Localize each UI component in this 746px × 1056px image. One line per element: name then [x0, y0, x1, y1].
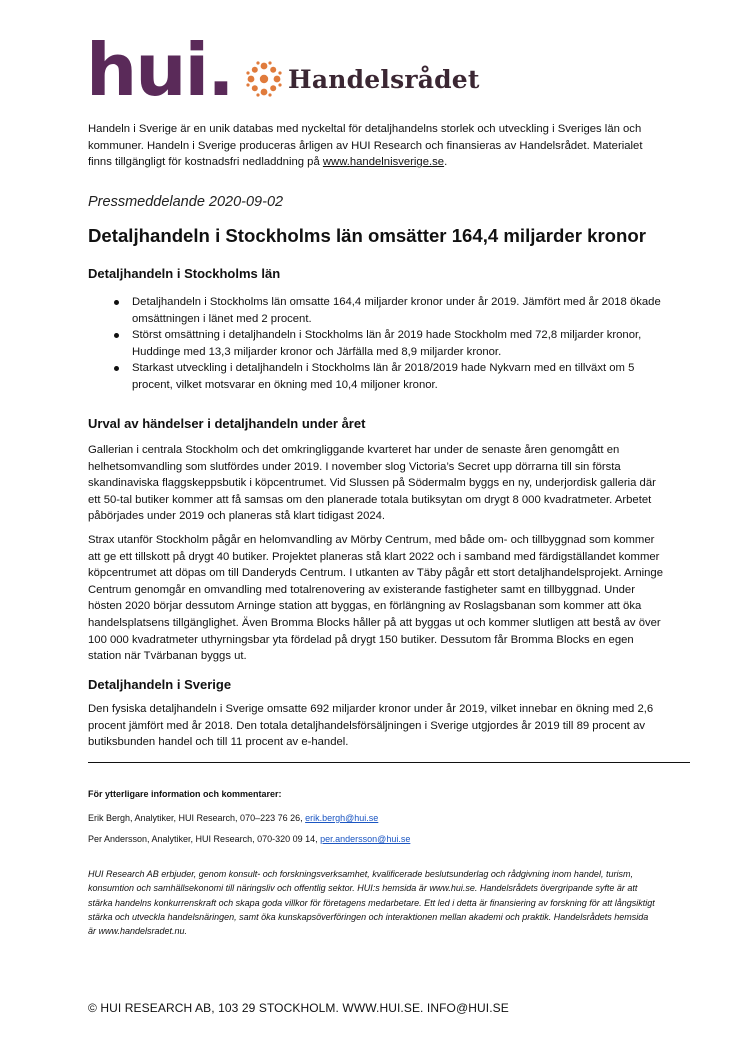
contact-erik-text: Erik Bergh, Analytiker, HUI Research, 070–223 76 26,: [88, 813, 306, 823]
hui-logo: hui.: [86, 28, 233, 112]
disclaimer-text: HUI Research AB erbjuder, genom konsult- och forskningsverksamhet, kvalificerade beslutsunderlag och rådgivning inom handel, turism, konsumtion och samhällsekonomi till näringsliv och offentlig sektor. HUI:s hemsida är www.hui.se. Handelsrådets övergripande syfte är att stärka handelns konkurrenskraft och skapa goda villkor för företagens medarbetare. Ett led i detta är finansiering av forskning för att långsiktigt stärka och utveckla handelsnäringen, samt öka kunskapsöverföringen och interaktionen mellan akademi och praktik. Handelsrådets hemsida är www.handelsradet.nu.: [88, 869, 655, 937]
handelsradet-wordmark: Handelsrådet: [288, 64, 480, 94]
erik-email-link[interactable]: erik.bergh@hui.se: [305, 813, 379, 823]
sverige-paragraph: Den fysiska detaljhandeln i Sverige omsatte 692 miljarder kronor under år 2019, vilket innebar en ökning med 2,6 procent jämfört med år 2018. Den totala detaljhandelsförsäljningen i Sverige utgjordes år 2019 till 89 procent av butiksbunden handel och till 11 procent av e-handel.: [88, 703, 654, 749]
section-heading-events: Urval av händelser i detaljhandeln under året: [88, 416, 366, 431]
bullet-text: Detaljhandeln i Stockholms län omsatte 164,4 miljarder kronor under år 2019. Jämfört med år 2018 ökade omsättningen i länet med 2 procent.: [132, 296, 661, 325]
section-heading-stockholm: Detaljhandeln i Stockholms län: [88, 266, 281, 281]
intro-text: Handeln i Sverige är en unik databas med nyckeltal för detaljhandelns storlek och utveckling i Sveriges län och kommuner. Handeln i Sverige produceras årligen av HUI Research och finansieras av Handelsrådet. Materialet finns tillgängligt för kostnadsfri nedladdning på: [88, 123, 643, 169]
contacts-heading: För ytterligare information och kommentarer:: [88, 789, 282, 799]
bullet-text: Störst omsättning i detaljhandeln i Stockholms län år 2019 hade Stockholm med 72,8 miljarder kronor, Huddinge med 13,3 miljarder kronor och Järfälla med 8,9 miljarder kronor.: [132, 329, 642, 358]
bullet-text: Starkast utveckling i detaljhandeln i Stockholms län år 2018/2019 hade Nykvarn med en tillväxt om 5 procent, vilket motsvarar en ökning med 10,4 miljoner kronor.: [132, 362, 635, 391]
section-heading-sverige: Detaljhandeln i Sverige: [88, 677, 232, 692]
events-paragraph-1: Gallerian i centrala Stockholm och det omkringliggande kvarteret har under de senaste åren genomgått en helhetsomvandling som slutfördes under 2019. I november slog Victoria’s Secret upp dörrarna till sin första skandinaviska flaggskeppsbutik i köpcentrumet. Vid Slussen på Södermalm byggs en ny, underjordisk galleria där ett 50-tal butiker kommer att få samsas om den planerade totala butiksytan om drygt 8 000 kvadratmeter. Arbetet påbörjades under 2019 och planeras stå klart tidigast 2024.: [88, 444, 656, 523]
intro-end: .: [444, 156, 448, 169]
divider: [88, 762, 690, 763]
list-item: [88, 327, 678, 360]
bullet-icon: [114, 300, 119, 305]
contact-per: [88, 834, 410, 844]
page-footer: © HUI RESEARCH AB, 103 29 STOCKHOLM. WWW.HUI.SE. INFO@HUI.SE: [88, 1001, 509, 1015]
page-title: Detaljhandeln i Stockholms län omsätter 164,4 miljarder kronor: [88, 225, 646, 246]
contact-erik: [88, 813, 378, 823]
list-item: [88, 294, 678, 327]
flower-icon: [244, 59, 284, 99]
per-email-link[interactable]: per.andersson@hui.se: [320, 834, 411, 844]
contact-per-text: Per Andersson, Analytiker, HUI Research, 070-320 09 14,: [88, 834, 321, 844]
handelnisverige-link[interactable]: www.handelnisverige.se: [322, 156, 445, 169]
stockholm-bullet-list: [88, 294, 678, 394]
press-date: Pressmeddelande 2020-09-02: [88, 194, 284, 210]
events-paragraph-2: Strax utanför Stockholm pågår en helomvandling av Mörby Centrum, med både om- och tillbyggnad som kommer att ge ett tillskott på drygt 40 butiker. Projektet planeras stå klart 2022 och i samband med färdigställandet kommer köpcentrumet att döpas om till Danderyds Centrum. I utkanten av Täby pågår ett stort detaljhandelsprojekt. Arninge Centrum genomgår en omvandling med totalrenovering av existerande fastigheter samt en tillbyggnad. Under hösten 2020 börjar dessutom Arninge station att byggas, en förlängning av Roslagsbanan som kommer att öka handelsplatsens tillgänglighet. Även Bromma Blocks håller på att byggas ut och kommer slutligen att bestå av över 100 000 kvadratmeter uthyrningsbar yta fördelad på drygt 150 butiker. Dessutom får Bromma Blocks en egen station när Tvärbanan byggs ut.: [88, 534, 663, 663]
bullet-icon: [114, 366, 119, 371]
bullet-icon: [114, 333, 119, 338]
handelsradet-logo: [244, 57, 480, 101]
list-item: [88, 360, 678, 393]
intro-paragraph: [88, 121, 668, 171]
